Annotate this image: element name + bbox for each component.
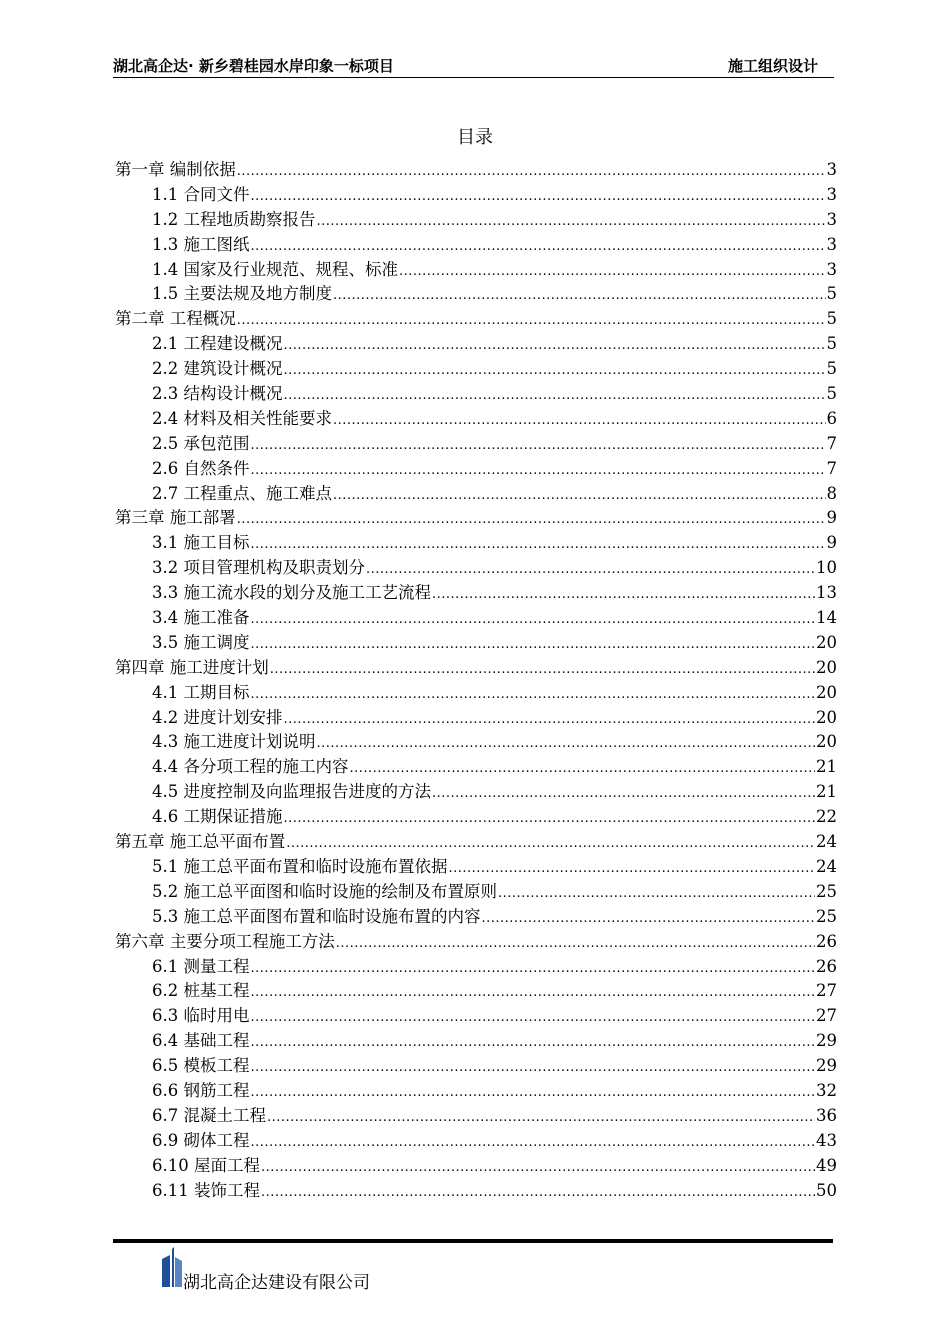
toc-entry-page: 8 xyxy=(826,483,837,503)
header-project-title: 湖北高企达· 新乡碧桂园水岸印象一标项目 xyxy=(113,57,394,75)
toc-dot-leader xyxy=(251,606,816,633)
toc-entry-section[interactable] xyxy=(115,482,837,507)
toc-entry-section[interactable] xyxy=(115,233,837,258)
toc-dot-leader xyxy=(284,706,816,733)
toc-entry-title: 2.5 承包范围 xyxy=(152,433,250,453)
toc-dot-leader xyxy=(267,1104,815,1131)
toc-dot-leader xyxy=(251,1129,816,1156)
toc-dot-leader xyxy=(251,457,826,484)
toc-entry-section[interactable] xyxy=(115,805,837,830)
toc-entry-title: 3.3 施工流水段的划分及施工工艺流程 xyxy=(152,583,431,603)
toc-entry-title: 1.3 施工图纸 xyxy=(152,234,250,254)
toc-dot-leader xyxy=(333,482,826,509)
toc-entry-page: 27 xyxy=(816,1006,837,1026)
toc-dot-leader xyxy=(251,1029,816,1056)
toc-dot-leader xyxy=(284,357,826,384)
toc-entry-page: 5 xyxy=(826,384,837,404)
toc-entry-section[interactable] xyxy=(115,979,837,1004)
toc-dot-leader xyxy=(251,1054,816,1081)
toc-entry-page: 5 xyxy=(826,334,837,354)
header-doc-type: 施工组织设计 xyxy=(727,57,818,75)
toc-dot-leader xyxy=(251,432,826,459)
toc-entry-title: 第四章 施工进度计划 xyxy=(115,657,269,677)
toc-entry-title: 6.10 屋面工程 xyxy=(152,1155,260,1175)
toc-entry-title: 6.5 模板工程 xyxy=(152,1056,250,1076)
toc-entry-title: 1.5 主要法规及地方制度 xyxy=(152,284,332,304)
toc-entry-section[interactable] xyxy=(115,1154,837,1179)
toc-entry-page: 22 xyxy=(816,807,837,827)
toc-entry-title: 3.4 施工准备 xyxy=(152,608,250,628)
toc-entry-page: 5 xyxy=(826,359,837,379)
toc-entry-section[interactable] xyxy=(115,407,837,432)
toc-entry-section[interactable] xyxy=(115,332,837,357)
footer-divider xyxy=(113,1239,833,1243)
toc-entry-title: 2.6 自然条件 xyxy=(152,458,250,478)
toc-entry-page: 9 xyxy=(826,508,837,528)
toc-entry-chapter[interactable] xyxy=(115,307,837,332)
toc-entry-title: 2.4 材料及相关性能要求 xyxy=(152,408,332,428)
toc-dot-leader xyxy=(251,233,826,260)
toc-entry-page: 10 xyxy=(816,558,837,578)
toc-entry-title: 第一章 编制依据 xyxy=(115,160,236,179)
toc-entry-section[interactable] xyxy=(115,581,837,606)
toc-dot-leader xyxy=(432,581,815,608)
toc-entry-title: 第六章 主要分项工程施工方法 xyxy=(115,931,335,951)
toc-entry-title: 5.2 施工总平面图和临时设施的绘制及布置原则 xyxy=(152,881,497,901)
toc-entry-title: 第五章 施工总平面布置 xyxy=(115,832,286,852)
toc-entry-page: 6 xyxy=(826,408,837,428)
toc-entry-page: 3 xyxy=(826,259,837,279)
toc-entry-title: 6.6 钢筋工程 xyxy=(152,1080,250,1100)
toc-entry-page: 24 xyxy=(816,856,837,876)
table-of-contents xyxy=(115,158,837,1203)
toc-entry-page: 3 xyxy=(826,160,837,179)
toc-entry-chapter[interactable] xyxy=(115,506,837,531)
toc-dot-leader xyxy=(261,1179,815,1206)
footer-company-name: 湖北高企达建设有限公司 xyxy=(183,1273,370,1293)
toc-entry-section[interactable] xyxy=(115,631,837,656)
toc-entry-page: 29 xyxy=(816,1031,837,1051)
toc-dot-leader xyxy=(251,531,826,558)
toc-entry-section[interactable] xyxy=(115,1029,837,1054)
toc-entry-section[interactable] xyxy=(115,1104,837,1129)
toc-entry-title: 2.1 工程建设概况 xyxy=(152,334,283,354)
toc-dot-leader xyxy=(237,158,826,185)
toc-entry-title: 6.3 临时用电 xyxy=(152,1006,250,1026)
toc-entry-section[interactable] xyxy=(115,457,837,482)
toc-entry-page: 21 xyxy=(816,757,837,777)
toc-entry-title: 4.6 工期保证措施 xyxy=(152,807,283,827)
toc-entry-page: 29 xyxy=(816,1056,837,1076)
toc-entry-section[interactable] xyxy=(115,531,837,556)
toc-entry-page: 25 xyxy=(816,906,837,926)
toc-entry-section[interactable] xyxy=(115,357,837,382)
toc-entry-section[interactable] xyxy=(115,556,837,581)
toc-entry-title: 3.1 施工目标 xyxy=(152,533,250,553)
toc-dot-leader xyxy=(333,407,826,434)
toc-entry-page: 24 xyxy=(816,832,837,852)
toc-entry-title: 4.5 进度控制及向监理报告进度的方法 xyxy=(152,782,431,802)
toc-dot-leader xyxy=(399,258,826,285)
toc-entry-page: 50 xyxy=(816,1180,837,1200)
toc-entry-section[interactable] xyxy=(115,706,837,731)
toc-entry-title: 4.1 工期目标 xyxy=(152,682,250,702)
toc-entry-page: 49 xyxy=(816,1155,837,1175)
toc-dot-leader xyxy=(251,681,816,708)
toc-entry-section[interactable] xyxy=(115,855,837,880)
toc-entry-section[interactable] xyxy=(115,1179,837,1204)
toc-dot-leader xyxy=(251,1004,816,1031)
toc-entry-page: 26 xyxy=(816,956,837,976)
toc-entry-page: 14 xyxy=(816,608,837,628)
toc-entry-page: 26 xyxy=(816,931,837,951)
toc-entry-title: 1.1 合同文件 xyxy=(152,184,250,204)
toc-entry-chapter[interactable] xyxy=(115,158,837,183)
toc-entry-title: 6.2 桩基工程 xyxy=(152,981,250,1001)
toc-entry-page: 20 xyxy=(816,657,837,677)
toc-entry-title: 6.9 砌体工程 xyxy=(152,1130,250,1150)
toc-entry-section[interactable] xyxy=(115,681,837,706)
toc-dot-leader xyxy=(251,979,816,1006)
toc-dot-leader xyxy=(237,307,826,334)
toc-dot-leader xyxy=(237,506,826,533)
toc-entry-page: 5 xyxy=(826,284,837,304)
toc-entry-title: 1.4 国家及行业规范、规程、标准 xyxy=(152,259,398,279)
toc-dot-leader xyxy=(350,755,816,782)
toc-entry-section[interactable] xyxy=(115,1004,837,1029)
toc-entry-title: 2.2 建筑设计概况 xyxy=(152,359,283,379)
toc-dot-leader xyxy=(366,556,815,583)
toc-entry-section[interactable] xyxy=(115,432,837,457)
toc-entry-page: 3 xyxy=(826,234,837,254)
toc-entry-section[interactable] xyxy=(115,780,837,805)
toc-entry-page: 25 xyxy=(816,881,837,901)
toc-dot-leader xyxy=(284,382,826,409)
toc-entry-title: 2.3 结构设计概况 xyxy=(152,384,283,404)
toc-dot-leader xyxy=(284,805,816,832)
toc-entry-page: 21 xyxy=(816,782,837,802)
toc-entry-title: 3.5 施工调度 xyxy=(152,632,250,652)
toc-entry-page: 20 xyxy=(816,632,837,652)
toc-entry-section[interactable] xyxy=(115,1129,837,1154)
toc-entry-chapter[interactable] xyxy=(115,930,837,955)
toc-entry-title: 6.1 测量工程 xyxy=(152,956,250,976)
toc-dot-leader xyxy=(270,656,815,683)
toc-entry-title: 2.7 工程重点、施工难点 xyxy=(152,483,332,503)
toc-entry-section[interactable] xyxy=(115,1054,837,1079)
toc-entry-title: 3.2 项目管理机构及职责划分 xyxy=(152,558,365,578)
toc-entry-section[interactable] xyxy=(115,730,837,755)
toc-entry-section[interactable] xyxy=(115,183,837,208)
toc-entry-section[interactable] xyxy=(115,382,837,407)
toc-entry-page: 7 xyxy=(826,458,837,478)
toc-entry-title: 第二章 工程概况 xyxy=(115,309,236,329)
toc-entry-page: 36 xyxy=(816,1105,837,1125)
toc-entry-page: 32 xyxy=(816,1080,837,1100)
toc-dot-leader xyxy=(286,830,815,857)
toc-dot-leader xyxy=(317,730,816,757)
toc-entry-title: 1.2 工程地质勘察报告 xyxy=(152,209,316,229)
building-logo-icon xyxy=(160,1247,184,1287)
toc-entry-chapter[interactable] xyxy=(115,656,837,681)
toc-entry-page: 43 xyxy=(816,1130,837,1150)
toc-entry-section[interactable] xyxy=(115,606,837,631)
toc-entry-page: 13 xyxy=(816,583,837,603)
toc-dot-leader xyxy=(251,1079,816,1106)
toc-entry-section[interactable] xyxy=(115,905,837,930)
toc-entry-title: 6.7 混凝土工程 xyxy=(152,1105,266,1125)
toc-entry-page: 20 xyxy=(816,682,837,702)
toc-entry-title: 5.1 施工总平面布置和临时设施布置依据 xyxy=(152,856,448,876)
toc-dot-leader xyxy=(449,855,816,882)
toc-entry-section[interactable] xyxy=(115,955,837,980)
toc-entry-section[interactable] xyxy=(115,880,837,905)
toc-dot-leader xyxy=(317,208,826,235)
toc-entry-page: 20 xyxy=(816,732,837,752)
toc-entry-page: 7 xyxy=(826,433,837,453)
toc-entry-title: 5.3 施工总平面图布置和临时设施布置的内容 xyxy=(152,906,481,926)
toc-entry-title: 4.4 各分项工程的施工内容 xyxy=(152,757,349,777)
toc-entry-section[interactable] xyxy=(115,258,837,283)
toc-dot-leader xyxy=(261,1154,815,1181)
toc-dot-leader xyxy=(251,955,816,982)
toc-entry-title: 6.11 装饰工程 xyxy=(152,1180,260,1200)
toc-entry-page: 9 xyxy=(826,533,837,553)
toc-dot-leader xyxy=(333,282,826,309)
toc-dot-leader xyxy=(432,780,815,807)
toc-entry-title: 6.4 基础工程 xyxy=(152,1031,250,1051)
toc-dot-leader xyxy=(251,631,816,658)
toc-dot-leader xyxy=(498,880,815,907)
toc-entry-chapter[interactable] xyxy=(115,830,837,855)
toc-entry-section[interactable] xyxy=(115,755,837,780)
toc-dot-leader xyxy=(251,183,826,210)
toc-entry-page: 3 xyxy=(826,184,837,204)
toc-entry-title: 4.3 施工进度计划说明 xyxy=(152,732,316,752)
toc-dot-leader xyxy=(336,930,815,957)
toc-entry-page: 3 xyxy=(826,209,837,229)
toc-title: 目录 xyxy=(457,127,493,148)
toc-entry-section[interactable] xyxy=(115,282,837,307)
toc-entry-page: 27 xyxy=(816,981,837,1001)
toc-entry-page: 5 xyxy=(826,309,837,329)
toc-dot-leader xyxy=(482,905,816,932)
toc-entry-title: 4.2 进度计划安排 xyxy=(152,707,283,727)
toc-entry-page: 20 xyxy=(816,707,837,727)
toc-entry-section[interactable] xyxy=(115,1079,837,1104)
page-header xyxy=(113,55,834,78)
toc-dot-leader xyxy=(284,332,826,359)
toc-entry-section[interactable] xyxy=(115,208,837,233)
toc-entry-title: 第三章 施工部署 xyxy=(115,508,236,528)
